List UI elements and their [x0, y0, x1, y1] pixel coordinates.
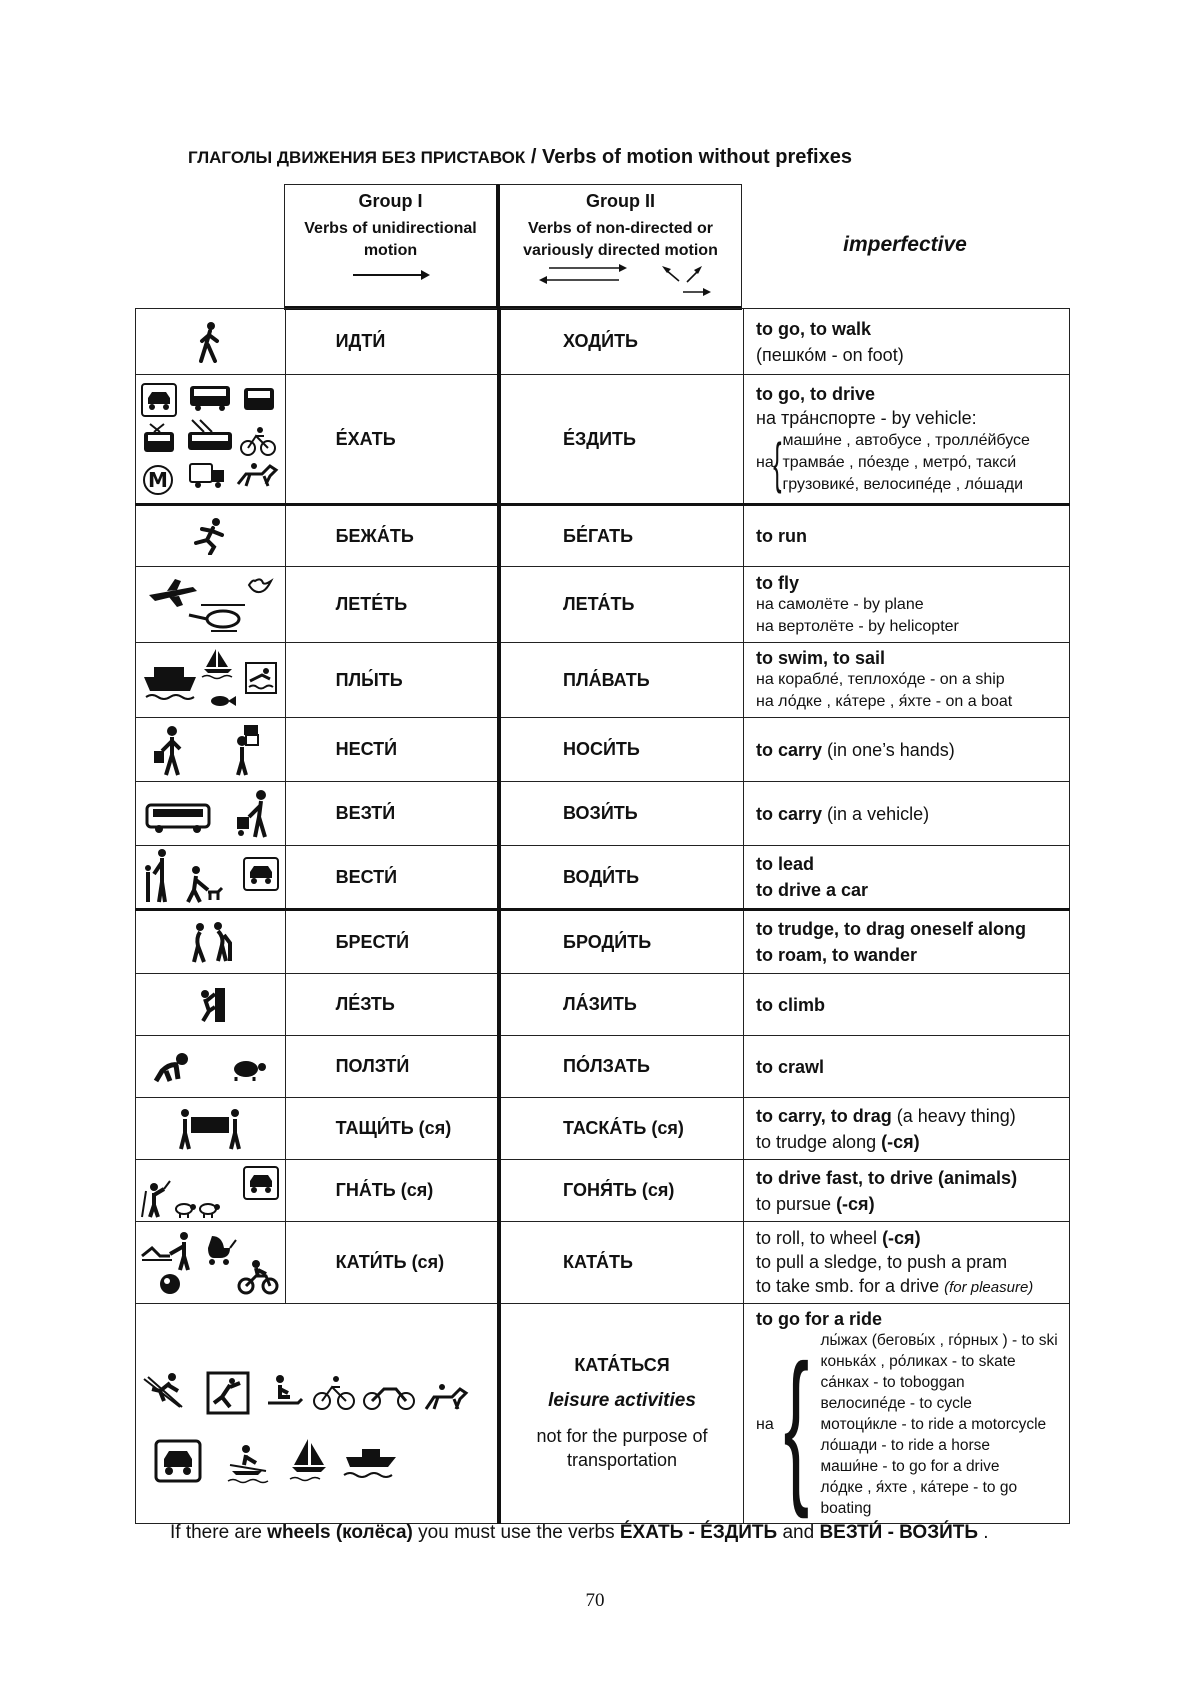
translation [744, 974, 1070, 1036]
footer-text: If there are [170, 1522, 268, 1543]
translation-main: to fly [756, 572, 799, 593]
airplane-icon [149, 579, 197, 607]
translation-detail: (a heavy thing) [891, 1105, 1016, 1126]
footer-bold: wheels (колёса) [267, 1522, 413, 1543]
person-with-cart-icon [237, 790, 266, 837]
row-icons [136, 643, 286, 718]
verb-group1: Е́ХАТЬ [285, 375, 499, 505]
table-row [136, 1160, 1070, 1222]
list-item: ло́дке , я́хте , ка́тере - to go boating [820, 1479, 1018, 1517]
verb-group2: ХОДИ́ТЬ [499, 309, 744, 375]
verb-group2: ВОЗИ́ТЬ [499, 782, 744, 846]
person-carrying-bag-icon [154, 726, 180, 775]
horse-rider-icon [238, 463, 276, 486]
sled-icon [268, 1375, 302, 1403]
verb-group2: ЛА́ЗИТЬ [499, 974, 744, 1036]
crawling-icons [150, 1051, 270, 1083]
parent-child-icon [145, 849, 166, 902]
climber-icon [193, 986, 227, 1024]
verb-group1: ПЛЫ́ТЬ [285, 643, 499, 718]
skater-icon [208, 1373, 248, 1413]
verb-group2: ВОДИ́ТЬ [499, 846, 744, 910]
translation-note: to pursue [756, 1193, 837, 1214]
car-icon [156, 1441, 200, 1481]
pram-icon [208, 1236, 236, 1265]
translation-main: to carry [756, 803, 823, 824]
aspect-label: imperfective [843, 233, 967, 256]
brace-icon: { [783, 1329, 809, 1520]
list-item: лы́жах (беговы́х , го́рных ) - to ski [820, 1332, 1058, 1349]
unidirectional-arrow-icon [351, 268, 431, 282]
sailboat-icon [290, 1439, 326, 1481]
table-row [136, 718, 1070, 782]
car-icon [142, 384, 176, 416]
translation [744, 1098, 1070, 1160]
translation-main: to swim, to sail [756, 648, 886, 668]
row-icons [136, 567, 286, 643]
leisure-list [756, 1330, 1061, 1519]
leisure-verb: КАТА́ТЬСЯ [574, 1355, 670, 1375]
rolling-icons [140, 1230, 280, 1296]
list-item: маши́не - to go for a drive [820, 1458, 1000, 1475]
water-icons [142, 647, 278, 713]
translation [744, 1160, 1070, 1222]
sledge-icon [142, 1232, 188, 1270]
list-item: са́нках - to toboggan [820, 1374, 965, 1391]
bicycle-icon [314, 1376, 354, 1409]
leisure-subtitle: leisure activities [548, 1390, 696, 1411]
group2-label: Group II [586, 191, 655, 211]
row-icons [136, 1160, 286, 1222]
verb-group2: ЛЕТА́ТЬ [499, 567, 744, 643]
translation-main: to trudge, to drag oneself along [756, 919, 1026, 939]
title-ru: ГЛАГОЛЫ ДВИЖЕНИЯ БЕЗ ПРИСТАВОК [188, 148, 526, 167]
fish-icon [211, 696, 236, 706]
list-item: грузовике́, велосипе́де , ло́шади [782, 476, 1024, 493]
motorcycle-icon [364, 1389, 414, 1409]
row-icons [136, 910, 286, 974]
row-icons [136, 974, 286, 1036]
list-item: мотоци́кле - to ride a motorcycle [820, 1416, 1047, 1433]
row-icons [136, 1222, 286, 1304]
verb-group2: ПЛА́ВАТЬ [499, 643, 744, 718]
person-carrying-boxes-icon [237, 725, 258, 775]
list-item: ло́шади - to ride a horse [820, 1437, 990, 1454]
translation-main: to drive a car [756, 880, 869, 900]
translation-note: to trudge along [756, 1131, 882, 1152]
table-row [136, 643, 1070, 718]
verb-group1: ИДТИ́ [285, 309, 499, 375]
table-row [136, 375, 1070, 505]
verb-group2: БЕ́ГАТЬ [499, 505, 744, 567]
sheep-icon [176, 1204, 220, 1218]
table-row [136, 1222, 1070, 1304]
row-icons [136, 782, 286, 846]
lead-icons [140, 848, 280, 906]
leisure-verb-cell [499, 1304, 744, 1524]
translation [744, 782, 1070, 846]
footer-bold: ВЕЗТИ́ - ВОЗИ́ТЬ [819, 1522, 979, 1543]
bird-icon [249, 579, 271, 592]
shepherd-icon [142, 1181, 170, 1217]
table-row [136, 1098, 1070, 1160]
preposition: на [756, 1415, 774, 1433]
list-item: маши́не , автобусе , тролле́йбусе [782, 432, 1030, 449]
translation-note: to take smb. for a drive [756, 1276, 945, 1296]
table-row [136, 505, 1070, 567]
group1-label: Group I [358, 191, 423, 211]
translation-main: to roam, to wander [756, 945, 918, 965]
bicycle-icon [241, 427, 275, 455]
vehicle-list [756, 430, 1061, 496]
van-icon [244, 388, 274, 410]
verb-group2: ПО́ЛЗАТЬ [499, 1036, 744, 1098]
title-separator: / [525, 146, 542, 168]
sailboat-icon [202, 649, 232, 679]
footer-note [170, 1522, 989, 1544]
car-icon [244, 858, 278, 890]
verb-group1: БЕЖА́ТЬ [285, 505, 499, 567]
rowing-icon [228, 1445, 268, 1483]
skier-icon [144, 1373, 182, 1407]
reflexive-suffix: (-ся) [881, 1131, 920, 1152]
translation-main: to carry [756, 739, 823, 760]
translation-main: to crawl [756, 1056, 825, 1077]
translation-note: на самолёте - by plane [756, 595, 924, 613]
running-person-icon [192, 517, 228, 555]
table-row [136, 567, 1070, 643]
translation-main: to run [756, 526, 807, 546]
translation [744, 567, 1070, 643]
translation-main: to lead [756, 854, 815, 874]
translation [744, 375, 1070, 505]
verb-group1: ПОЛЗТИ́ [285, 1036, 499, 1098]
row-icons [136, 1098, 286, 1160]
translation-main: to go for a ride [756, 1309, 882, 1329]
table-row [136, 1036, 1070, 1098]
translation [744, 1222, 1070, 1304]
translation [744, 846, 1070, 910]
translation [744, 910, 1070, 974]
translation [744, 643, 1070, 718]
walking-person-icon [195, 321, 225, 363]
list-item: конька́х , ро́ликах - to skate [820, 1353, 1016, 1370]
verb-group2: БРОДИ́ТЬ [499, 910, 744, 974]
verb-group1: ЛЕТЕ́ТЬ [285, 567, 499, 643]
multidirectional-arrows-icon [521, 262, 721, 298]
reflexive-suffix: (-ся) [836, 1193, 875, 1214]
verb-group1: ВЕСТИ́ [285, 846, 499, 910]
page-title [188, 146, 852, 169]
horse-rider-icon [426, 1384, 466, 1409]
table-row [136, 910, 1070, 974]
verb-group1: КАТИ́ТЬ (ся) [285, 1222, 499, 1304]
table-row [136, 782, 1070, 846]
verb-group1: ГНА́ТЬ (ся) [285, 1160, 499, 1222]
translation [744, 1304, 1070, 1524]
translation-note: to pull a sledge, to push a pram [756, 1252, 1008, 1272]
translation-note: на вертолёте - by helicopter [756, 617, 959, 635]
table-row [136, 309, 1070, 375]
footer-text: . [978, 1522, 989, 1543]
metro-icon [144, 466, 172, 494]
swimmer-icon [246, 663, 276, 693]
translation-main: to climb [756, 994, 826, 1015]
vehicle-carry-icons [145, 789, 275, 839]
leisure-icons [136, 1304, 500, 1524]
verb-group2: КАТА́ТЬ [499, 1222, 744, 1304]
row-icons [136, 375, 286, 505]
flying-icons [145, 575, 275, 635]
ball-icon [160, 1274, 180, 1294]
svg-text:M: M [148, 468, 169, 492]
vehicle-icons [140, 380, 280, 498]
translation-note: на ло́дке , ка́тере , я́хте - on a boat [756, 693, 1013, 710]
crawling-baby-icon [156, 1053, 188, 1081]
verb-group1: ТАЩИ́ТЬ (ся) [285, 1098, 499, 1160]
verb-group1: НЕСТИ́ [285, 718, 499, 782]
carrying-icons [150, 723, 270, 777]
footer-bold: Е́ХАТЬ - Е́ЗДИТЬ [619, 1522, 778, 1543]
table-row [136, 846, 1070, 910]
translation [744, 505, 1070, 567]
verb-group2: ТАСКА́ТЬ (ся) [499, 1098, 744, 1160]
leisure-note: not for the purpose of transportation [536, 1426, 708, 1470]
tram-icon [144, 424, 174, 452]
verb-group2: Е́ЗДИТЬ [499, 375, 744, 505]
people-carrying-box-icon [175, 1107, 245, 1151]
motorboat-icon [344, 1449, 396, 1477]
verb-group1: ВЕЗТИ́ [285, 782, 499, 846]
row-icons [136, 846, 286, 910]
group1-desc: Verbs of unidirectional motion [304, 220, 477, 259]
header-group2 [498, 184, 742, 310]
translation-main: to carry, to drag [756, 1105, 892, 1126]
brace-icon: { [772, 431, 782, 494]
row-icons [136, 1036, 286, 1098]
verb-group2: НОСИ́ТЬ [499, 718, 744, 782]
list-item: трамва́е , по́езде , метро́, такси́ [782, 454, 1017, 471]
translation-main: to roll, to wheel [756, 1228, 883, 1248]
verb-group2: ГОНЯ́ТЬ (ся) [499, 1160, 744, 1222]
car-icon [244, 1167, 278, 1199]
motorcyclist-icon [239, 1260, 277, 1293]
translation-note: (пешко́м - on foot) [756, 344, 904, 365]
turtle-icon [234, 1061, 266, 1081]
group2-desc: Verbs of non-directed or variously directed motion [523, 220, 718, 259]
translation [744, 1036, 1070, 1098]
header-group1 [284, 184, 498, 310]
translation-note: на тра́нспорте - by vehicle: [756, 408, 977, 428]
title-en: Verbs of motion without prefixes [541, 146, 852, 168]
helicopter-icon [189, 605, 245, 631]
trolleybus-icon [188, 420, 232, 450]
list-item: велосипе́де - to cycle [820, 1395, 972, 1412]
row-icons [136, 718, 286, 782]
person-walking-dog-icon [188, 866, 222, 902]
verb-group1: БРЕСТИ́ [285, 910, 499, 974]
translation-main: to go, to drive [756, 384, 875, 404]
footer-text: you must use the verbs [412, 1522, 620, 1543]
elderly-couple-icon [188, 921, 232, 963]
row-icons [136, 505, 286, 567]
translation-detail: (in a vehicle) [822, 803, 930, 824]
translation-main: to go, to walk [756, 318, 871, 339]
leisure-icons-grid [136, 1339, 497, 1489]
translation-detail: (in one’s hands) [822, 739, 955, 760]
translation [744, 309, 1070, 375]
table-row [136, 1304, 1070, 1524]
truck-icon [190, 464, 224, 488]
reflexive-suffix: (-ся) [882, 1228, 921, 1248]
page-number: 70 [585, 1590, 605, 1611]
bus-icon [147, 805, 209, 833]
row-icons [136, 309, 286, 375]
translation-detail: (for pleasure) [944, 1279, 1034, 1296]
translation [744, 718, 1070, 782]
table-row [136, 974, 1070, 1036]
verbs-table [135, 308, 1070, 1524]
footer-text: and [777, 1522, 820, 1543]
translation-note: на корабле́, теплохо́де - on a ship [756, 671, 1005, 688]
ship-icon [144, 667, 196, 699]
bus-icon [190, 386, 230, 411]
preposition: на [756, 454, 774, 471]
translation-main: to drive fast, to drive (animals) [756, 1167, 1018, 1188]
driving-icons [140, 1163, 280, 1219]
verb-group1: ЛЕ́ЗТЬ [285, 974, 499, 1036]
